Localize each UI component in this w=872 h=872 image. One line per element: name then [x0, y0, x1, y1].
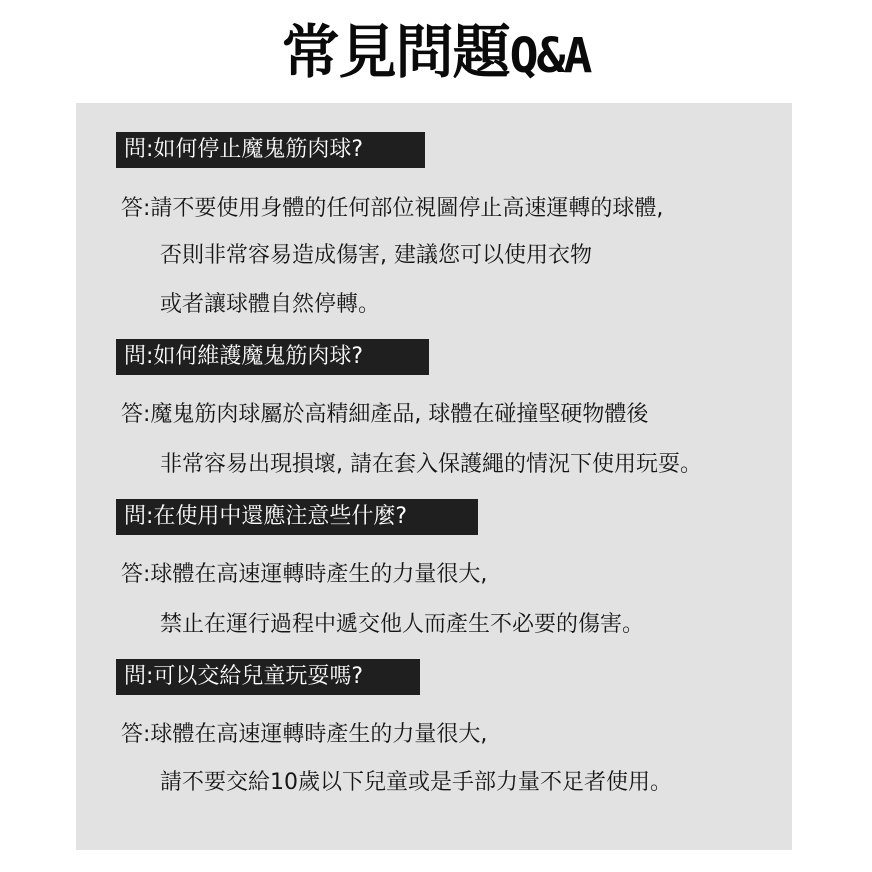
page-title-suffix: Q&A	[509, 28, 591, 84]
question-prefix: 問:	[124, 664, 154, 689]
question-text: 在使用中還應注意些什麼?	[153, 504, 408, 529]
answer-text: 球體在高速運轉時產生的力量很大,	[150, 562, 488, 587]
page-title	[0, 12, 872, 96]
faq-answer-3-line-1	[121, 559, 487, 591]
faq-question-4	[116, 659, 420, 695]
faq-panel	[76, 103, 792, 850]
faq-answer-2-line-2: 非常容易出現損壞, 請在套入保護繩的情況下使用玩耍。	[160, 452, 702, 477]
question-text: 如何停止魔鬼筋肉球?	[153, 137, 364, 162]
page-title-main: 常見問題	[281, 18, 510, 86]
question-prefix: 問:	[124, 137, 154, 162]
faq-answer-4-line-2: 請不要交給10歲以下兒童或是手部力量不足者使用。	[160, 770, 672, 795]
faq-question-1	[116, 132, 425, 168]
faq-question-2	[116, 339, 429, 375]
faq-answer-1-line-1	[121, 193, 663, 225]
question-text: 可以交給兒童玩耍嗎?	[153, 664, 364, 689]
answer-text: 球體在高速運轉時產生的力量很大,	[150, 722, 488, 747]
faq-question-3	[116, 499, 478, 535]
question-prefix: 問:	[124, 344, 154, 369]
faq-answer-2-line-1	[121, 399, 648, 431]
question-prefix: 問:	[124, 504, 154, 529]
faq-answer-3-line-2: 禁止在運行過程中遞交他人而產生不必要的傷害。	[160, 612, 645, 637]
faq-answer-1-line-3: 或者讓球體自然停轉。	[160, 292, 381, 317]
faq-answer-1-line-2: 否則非常容易造成傷害, 建議您可以使用衣物	[160, 243, 592, 268]
answer-prefix: 答:	[121, 196, 151, 221]
answer-prefix: 答:	[121, 402, 151, 427]
faq-answer-4-line-1	[121, 719, 487, 751]
question-text: 如何維護魔鬼筋肉球?	[153, 344, 364, 369]
answer-prefix: 答:	[121, 722, 151, 747]
answer-text: 魔鬼筋肉球屬於高精細產品, 球體在碰撞堅硬物體後	[150, 402, 649, 427]
answer-text: 請不要使用身體的任何部位視圖停止高速運轉的球體,	[150, 196, 664, 221]
answer-prefix: 答:	[121, 562, 151, 587]
